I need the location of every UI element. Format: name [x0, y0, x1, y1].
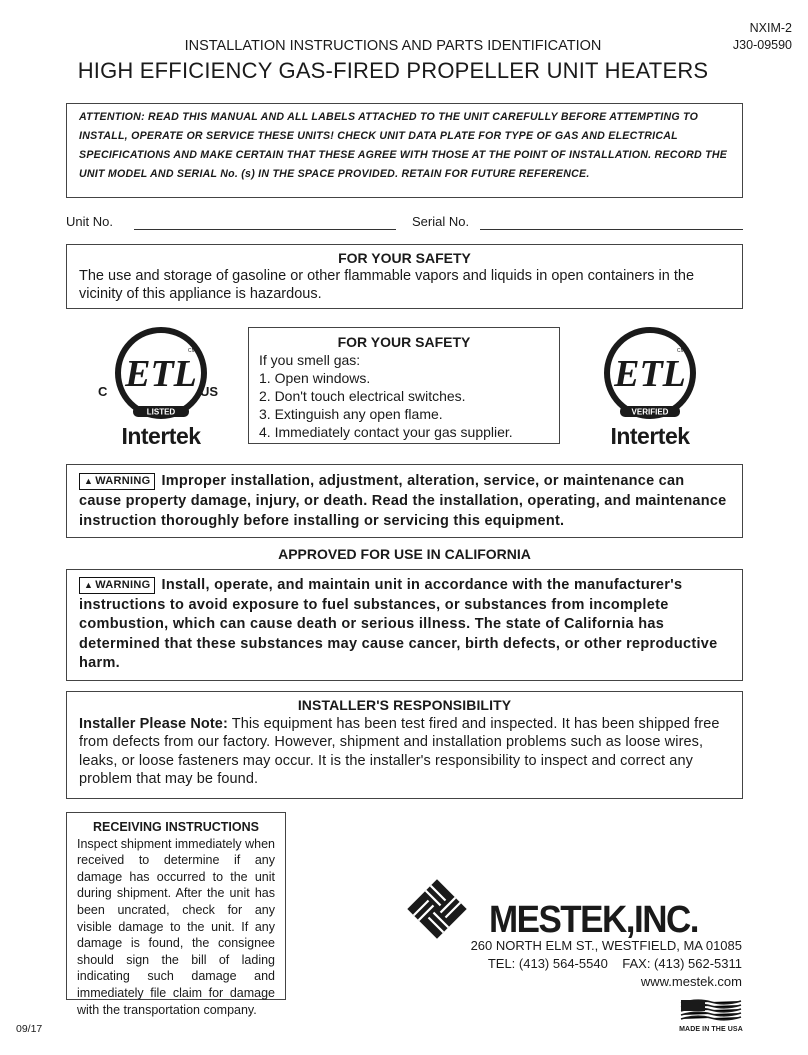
serial-no-field[interactable] — [480, 229, 743, 230]
safety-heading: FOR YOUR SAFETY — [338, 250, 471, 266]
receiving-instructions — [66, 812, 286, 1017]
responsibility-body — [79, 715, 730, 789]
responsibility-text: This equipment has been test fired and inspected. It has been shipped free from defects from our factory. However, shipment and installation problems such as loose wires, leaks, or loose fasteners may occur. It is the installer's responsibility to inspect and correct any problem that may be found. — [79, 715, 720, 787]
cm-text: CM — [677, 348, 685, 354]
safety-step: 3. Extinguish any open flame. — [259, 406, 443, 422]
receiving-heading: RECEIVING INSTRUCTIONS — [93, 820, 259, 834]
warning-triangle-icon: ▲ — [84, 476, 94, 486]
revision-date: 09/17 — [16, 1023, 43, 1035]
responsibility-heading: INSTALLER'S RESPONSIBILITY — [297, 697, 512, 713]
company-contact — [471, 955, 742, 973]
unit-no-field[interactable] — [134, 229, 396, 230]
warning-badge: ▲ WARNING — [79, 473, 155, 490]
intertek-brand: Intertek — [610, 423, 690, 449]
listed-band: LISTED — [146, 407, 176, 417]
warning-installation — [66, 464, 743, 538]
doc-code: NXIM-2 — [749, 21, 792, 35]
safety-step: 4. Immediately contact your gas supplier. — [259, 424, 513, 440]
etl-listed-mark — [96, 326, 226, 424]
safety-step: 1. Open windows. — [259, 370, 371, 386]
warning-text: Improper installation, adjustment, alteration, service, or maintenance can cause property damage, injury, or death. Read the installation, operating, and maintenance instruction thoroughly before installing or servicing this equipment. — [79, 473, 727, 529]
warning-triangle-icon: ▲ — [84, 580, 94, 590]
us-mark: US — [200, 384, 219, 399]
warning-california — [66, 569, 743, 681]
safety-notice-gas-smell — [248, 327, 560, 444]
us-flag-icon — [679, 997, 743, 1021]
safety-text: The use and storage of gasoline or other flammable vapors and liquids in open containers in the vicinity of this appliance is hazardous. — [79, 268, 695, 302]
document-title: HIGH EFFICIENCY GAS-FIRED PROPELLER UNIT HEATERS — [77, 58, 709, 83]
safety-notice-vapors — [66, 244, 743, 309]
mestek-wordmark: MESTEK,INC. — [489, 897, 698, 940]
warning-text: Install, operate, and maintain unit in accordance with the manufacturer's instructions to avoid exposure to fuel substances, or substances from incomplete combustion, which can cause death or serious illness. The state of California has determined that these substances may cause cancer, birth defects, or other reproductive harm. — [79, 577, 718, 671]
doc-number: J30-09590 — [732, 38, 792, 52]
etl-verified-mark — [590, 326, 710, 424]
intertek-brand: Intertek — [121, 423, 201, 449]
document-subtitle: INSTALLATION INSTRUCTIONS AND PARTS IDENTIFICATION — [184, 38, 602, 54]
company-website[interactable]: www.mestek.com — [640, 974, 742, 989]
company-address: 260 NORTH ELM ST., WESTFIELD, MA 01085 — [470, 938, 742, 953]
safety-step: 2. Don't touch electrical switches. — [259, 388, 466, 404]
company-fax: FAX: (413) 562-5311 — [622, 956, 742, 971]
made-in-usa-badge — [679, 997, 743, 1033]
mestek-logo — [405, 878, 745, 940]
attention-box: ATTENTION: READ THIS MANUAL AND ALL LABELS ATTACHED TO THE UNIT CAREFULLY BEFORE ATTEMPTING TO INSTALL, OPERATE OR SERVICE THESE UNITS! CHECK UNIT DATA PLATE FOR TYPE OF GAS AND ELECTRICAL SPECIFICATIONS AND MAKE CERTAIN THAT THESE AGREE WITH THOSE AT THE POINT OF INSTALLATION. RECORD THE UNIT MODEL AND SERIAL No. (s) IN THE SPACE PROVIDED. RETAIN FOR FUTURE REFERENCE. — [66, 103, 743, 198]
etl-text: ETL — [614, 353, 686, 395]
unit-no-label: Unit No. — [66, 214, 113, 229]
mestek-emblem-icon — [405, 878, 745, 940]
etl-text: ETL — [125, 353, 197, 395]
safety-heading: FOR YOUR SAFETY — [337, 334, 471, 350]
etl-listed-logo — [96, 326, 226, 449]
safety-intro: If you smell gas: — [259, 352, 361, 368]
cm-text: CM — [188, 348, 196, 354]
california-heading: APPROVED FOR USE IN CALIFORNIA — [278, 546, 531, 562]
company-phone: TEL: (413) 564-5540 — [487, 956, 608, 971]
c-mark: C — [98, 384, 108, 399]
company-address-block — [471, 937, 742, 991]
serial-no-label: Serial No. — [412, 214, 470, 229]
receiving-text: Inspect shipment immediately when received to determine if any damage has occurred to the unit during shipment. After the unit has been uncrated, check for any visible damage to the unit. If any damage is found, the consignee should sign the bill of lading indicating such damage and immediately file claim for damage with the transportation company. — [77, 836, 276, 1017]
verified-band: VERIFIED — [631, 407, 669, 417]
etl-verified-logo — [590, 326, 710, 449]
made-in-usa-text: MADE IN THE USA — [679, 1026, 743, 1033]
warning-badge: ▲ WARNING — [79, 577, 155, 594]
installer-responsibility — [66, 691, 743, 799]
responsibility-lead: Installer Please Note: — [79, 715, 228, 732]
